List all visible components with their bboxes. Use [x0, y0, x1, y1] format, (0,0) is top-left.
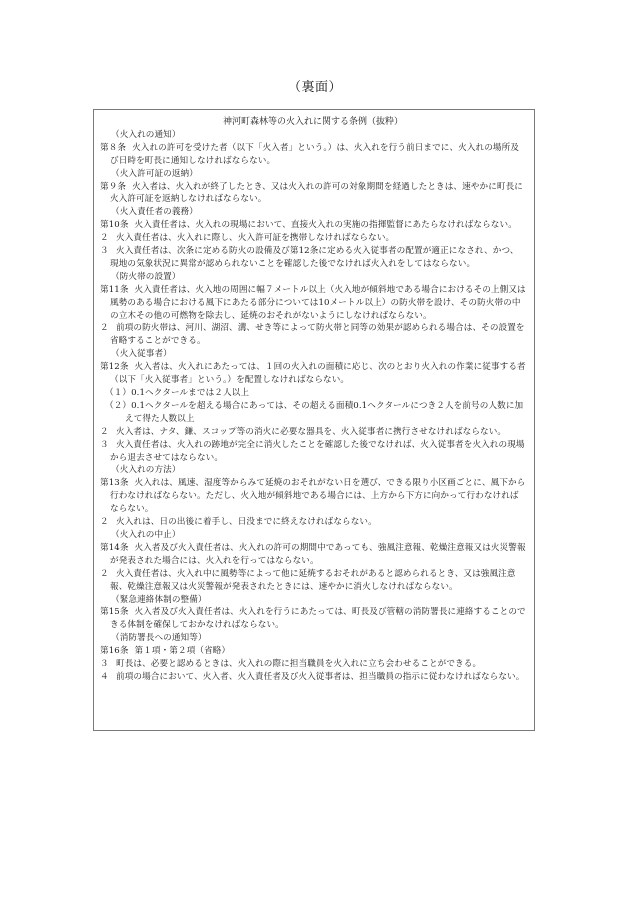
- article-14-caption: （火入れの中止）: [111, 529, 181, 540]
- paragraph-number: ２: [100, 323, 109, 334]
- item-text: 0.1ヘクタールを超える場合にあっては、その超える面積0.1ヘクタールにつき２人を前号の人数に加えて得た人数以上: [125, 400, 524, 424]
- article-10-paragraph-2: [100, 232, 526, 245]
- article-11-label: 第11条: [100, 284, 129, 295]
- article-9: [100, 181, 526, 207]
- article-8-label: 第８条: [100, 142, 127, 153]
- paragraph-number: ４: [100, 671, 109, 682]
- article-10: [100, 219, 526, 232]
- article-16-caption: （消防署長への通知等）: [111, 633, 207, 644]
- paragraph-text: 前項の防火帯は、河川、湖沼、溝、せき等によって防火帯と同等の効果が認められる場合は、その設置を省略することができる。: [110, 323, 525, 347]
- page-heading: （裏面）: [287, 80, 342, 95]
- article-15-caption: （緊急連絡体制の整備）: [111, 594, 207, 605]
- article-12: [100, 361, 526, 387]
- article-13-caption: （火入れの方法）: [111, 465, 181, 476]
- article-10-label: 第10条: [100, 220, 129, 231]
- item-number: （２）: [105, 400, 132, 411]
- paragraph-number: ３: [100, 439, 109, 450]
- article-10-paragraph-3: [100, 245, 526, 271]
- paragraph-number: ３: [100, 659, 109, 670]
- article-12-paragraph-2: [100, 426, 526, 439]
- paragraph-number: ２: [100, 517, 109, 528]
- article-12-caption: （火入従事者）: [111, 349, 172, 360]
- article-14-label: 第14条: [100, 542, 129, 553]
- paragraph-text: 火入責任者は、火入れの跡地が完全に消火したことを確認した後でなければ、火入従事者を火入れの現場から退去させてはならない。: [110, 439, 525, 463]
- article-8-caption: （火入れの通知）: [111, 129, 181, 140]
- article-10-text: 火入責任者は、火入れの現場において、直接火入れの実施の指揮監督にあたらなければならない。: [134, 220, 517, 231]
- paragraph-text: 前項の場合において、火入者、火入責任者及び火入従事者は、担当職員の指示に従わなければならない。: [116, 671, 525, 682]
- article-9-text: 火入者は、火入れが終了したとき、又は火入れの許可の対象期間を経過したときは、速やかに町長に火入許可証を返納しなければならない。: [110, 181, 523, 205]
- article-8-text: 火入れの許可を受けた者（以下「火入者」という。）は、火入れを行う前日までに、火入れの場所及び日時を町長に通知しなければならない。: [110, 142, 520, 166]
- item-text: 0.1ヘクタールまでは２人以上: [131, 388, 250, 399]
- article-15-label: 第15条: [100, 607, 129, 618]
- article-10-caption: （火入責任者の義務）: [111, 207, 198, 218]
- article-11: [100, 284, 526, 323]
- article-16-paragraph-4: [100, 671, 526, 684]
- article-12-item-2: [100, 400, 526, 426]
- article-11-paragraph-2: [100, 322, 526, 348]
- ordinance-excerpt-box: [93, 109, 535, 731]
- paragraph-text: 火入者は、ナタ、鎌、スコップ等の消火に必要な器具を、火入従事者に携行させなければならない。: [116, 426, 507, 437]
- paragraph-number: ２: [100, 426, 109, 437]
- paragraph-text: 火入責任者は、火入れに際し、火入許可証を携帯しなければならない。: [116, 233, 395, 244]
- article-13: [100, 477, 526, 516]
- article-12-label: 第12条: [100, 362, 129, 373]
- article-16-text: 第１項・第２項（省略）: [134, 646, 231, 657]
- article-16-label: 第16条: [100, 646, 129, 657]
- article-14-text: 火入者及び火入責任者は、火入れの許可の期間中であっても、強風注意報、乾燥注意報又は火災警報が発表された場合には、火入れを行ってはならない。: [110, 542, 526, 566]
- article-14: [100, 542, 526, 568]
- paragraph-number: ３: [100, 246, 109, 257]
- paragraph-text: 火入責任者は、火入れ中に風勢等によって他に延焼するおそれがあると認められるとき、又は強風注意報、乾燥注意報又は火災警報が発表されたときには、速やかに消火しなければならない。: [110, 568, 516, 592]
- article-13-text: 火入れは、風速、湿度等からみて延焼のおそれがない日を選び、できる限り小区画ごとに、風下から行わなければならない。ただし、火入地が傾斜地である場合には、上方から下方に向かって行わなければならない。: [110, 478, 526, 515]
- ordinance-title: 神河町森林等の火入れに関する条例（抜粋）: [222, 117, 403, 127]
- item-number: （１）: [105, 388, 132, 399]
- paragraph-number: ２: [100, 233, 109, 244]
- article-11-text: 火入責任者は、火入地の周囲に幅７メートル以上（火入地が傾斜地である場合におけるその上側又は風勢のある場合における風下にあたる部分については10メートル以上）の防火帯を設け、その防火帯の中の立木その他の可燃物を除去し、延焼のおそれがないようにしなければならない。: [110, 284, 526, 321]
- article-13-paragraph-2: [100, 516, 526, 529]
- paragraph-text: 町長は、必要と認めるときは、火入れの際に担当職員を火入れに立ち会わせることができる。: [116, 659, 482, 670]
- paragraph-number: ２: [100, 568, 109, 579]
- article-15: [100, 606, 526, 632]
- article-13-label: 第13条: [100, 478, 129, 489]
- paragraph-text: 火入れは、日の出後に着手し、日没までに終えなければならない。: [116, 517, 377, 528]
- article-9-caption: （火入許可証の返納）: [111, 168, 198, 179]
- article-12-item-1: [100, 387, 526, 400]
- paragraph-text: 火入責任者は、次条に定める防火の設備及び第12条に定める火入従事者の配置が適正になされ、かつ、現地の気象状況に異常が認められないことを確認した後でなければ火入れをしてはならない。: [110, 246, 519, 269]
- article-16-paragraph-3: [100, 658, 526, 671]
- article-14-paragraph-2: [100, 568, 526, 594]
- article-8: [100, 142, 526, 168]
- article-12-paragraph-3: [100, 439, 526, 465]
- article-16: [100, 645, 526, 658]
- article-15-text: 火入者及び火入責任者は、火入れを行うにあたっては、町長及び管轄の消防署長に連絡することのできる体制を確保しておかなければならない。: [110, 607, 526, 631]
- article-11-caption: （防火帯の設置）: [111, 271, 181, 282]
- article-9-label: 第９条: [100, 181, 127, 192]
- article-12-text: 火入者は、火入れにあたっては、１回の火入れの面積に応じ、次のとおり火入れの作業に従事する者（以下「火入従事者」という。）を配置しなければならない。: [110, 362, 526, 386]
